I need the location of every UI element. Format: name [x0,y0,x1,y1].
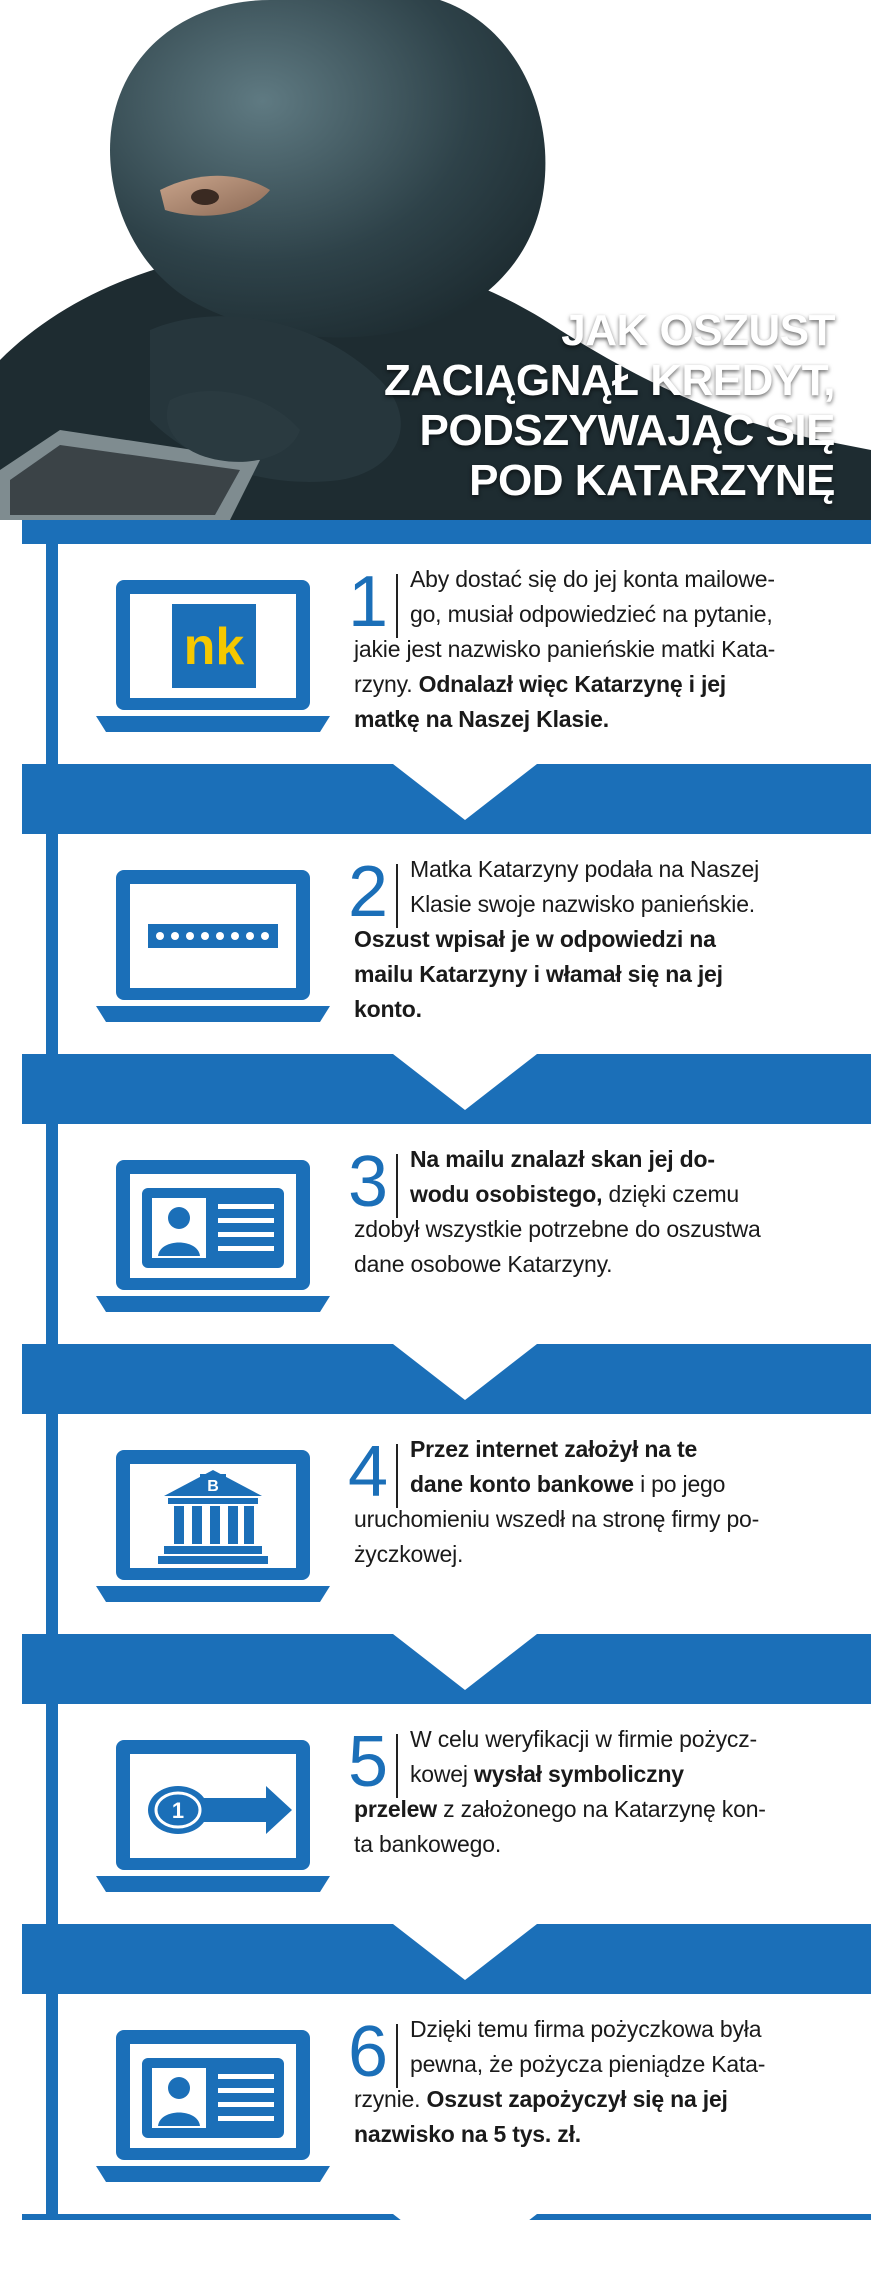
step-line: Aby dostać się do jej konta mailowe- [410,566,775,592]
laptop-id-card-icon [96,1156,330,1316]
step-text [354,562,854,737]
step-arrow [393,1634,537,1690]
step-arrow [393,764,537,820]
step-line: przelew z założonego na Katarzynę kon- [354,1796,766,1822]
step-line: wodu osobistego, dzięki czemu [410,1181,740,1207]
step-line: dane osobowe Katarzyny. [354,1251,613,1277]
step-line: konto. [354,996,422,1022]
step-number: 6 [348,2012,389,2092]
step-line: rzyny. Odnalazł więc Katarzynę i jej [354,671,726,697]
left-stripe [22,1994,46,2214]
step-line: dane konto bankowe i po jego [410,1471,726,1497]
step-line: Na mailu znalazł skan jej do- [410,1146,715,1172]
step-line: Matka Katarzyny podała na Naszej [410,856,760,882]
step-line: zdobył wszystkie potrzebne do oszustwa [354,1216,761,1242]
step-arrow [393,2214,537,2270]
step-line: Oszust wpisał je w odpowiedzi na [354,926,716,952]
step-line: rzynie. Oszust zapożyczył się na jej [354,2086,728,2112]
step-text [354,852,854,1027]
step-line: Klasie swoje nazwisko panieńskie. [410,891,755,917]
step-line: Przez internet założył na te [410,1436,698,1462]
step-line: kowej wysłał symboliczny [410,1761,684,1787]
step-arrow [393,1054,537,1110]
step-line: matkę na Naszej Klasie. [354,706,609,732]
step-line: Dzięki temu firma pożyczkowa była [410,2016,762,2042]
left-stripe [22,1704,46,1924]
step-text [354,2012,854,2152]
laptop-coin-transfer-icon [96,1736,330,1896]
step-number: 3 [348,1142,389,1222]
laptop-id-card-icon [96,2026,330,2186]
step-line: nazwisko na 5 tys. zł. [354,2121,581,2147]
step-text [354,1142,854,1282]
step-card-5 [58,1704,871,1924]
headline-line-2: ZACIĄGNĄŁ KREDYT, [383,356,835,405]
step-number: 4 [348,1432,389,1512]
step-number: 1 [348,562,389,642]
step-line: życzkowej. [354,1541,464,1567]
step-text [354,1432,854,1572]
step-card-1 [58,544,871,764]
nk-logo-text: nk [183,618,245,676]
step-text [354,1722,854,1862]
coin-value: 1 [171,1798,185,1823]
headline-line-1: JAK OSZUST [561,306,835,355]
headline [235,306,835,506]
step-line: uruchomieniu wszedł na stronę firmy po- [354,1506,760,1532]
steps-panel [22,520,871,2220]
step-line: jakie jest nazwisko panieńskie matki Kata- [354,636,776,662]
left-stripe [22,544,46,764]
step-card-2 [58,834,871,1054]
step-number: 5 [348,1722,389,1802]
laptop-password-field-icon [96,866,330,1026]
step-arrow [393,1344,537,1400]
laptop-nk-logo-icon [96,576,330,736]
left-stripe [22,1124,46,1344]
left-stripe [22,1414,46,1634]
step-card-3 [58,1124,871,1344]
step-line: go, musiał odpowiedzieć na pytanie, [410,601,773,627]
step-line: pewna, że pożycza pieniądze Kata- [410,2051,766,2077]
step-line: mailu Katarzyny i włamał się na jej [354,961,723,987]
step-card-4 [58,1414,871,1634]
step-arrow [393,1924,537,1980]
left-stripe [22,834,46,1054]
laptop-bank-icon [96,1446,330,1606]
hero-banner [0,0,871,520]
step-line: W celu weryfikacji w firmie pożycz- [410,1726,757,1752]
step-card-6 [58,1994,871,2214]
step-line: ta bankowego. [354,1831,502,1857]
step-number: 2 [348,852,389,932]
bank-letter: B [207,1478,219,1495]
headline-line-4: POD KATARZYNĘ [469,456,835,505]
headline-line-3: PODSZYWAJĄC SIĘ [419,406,835,455]
